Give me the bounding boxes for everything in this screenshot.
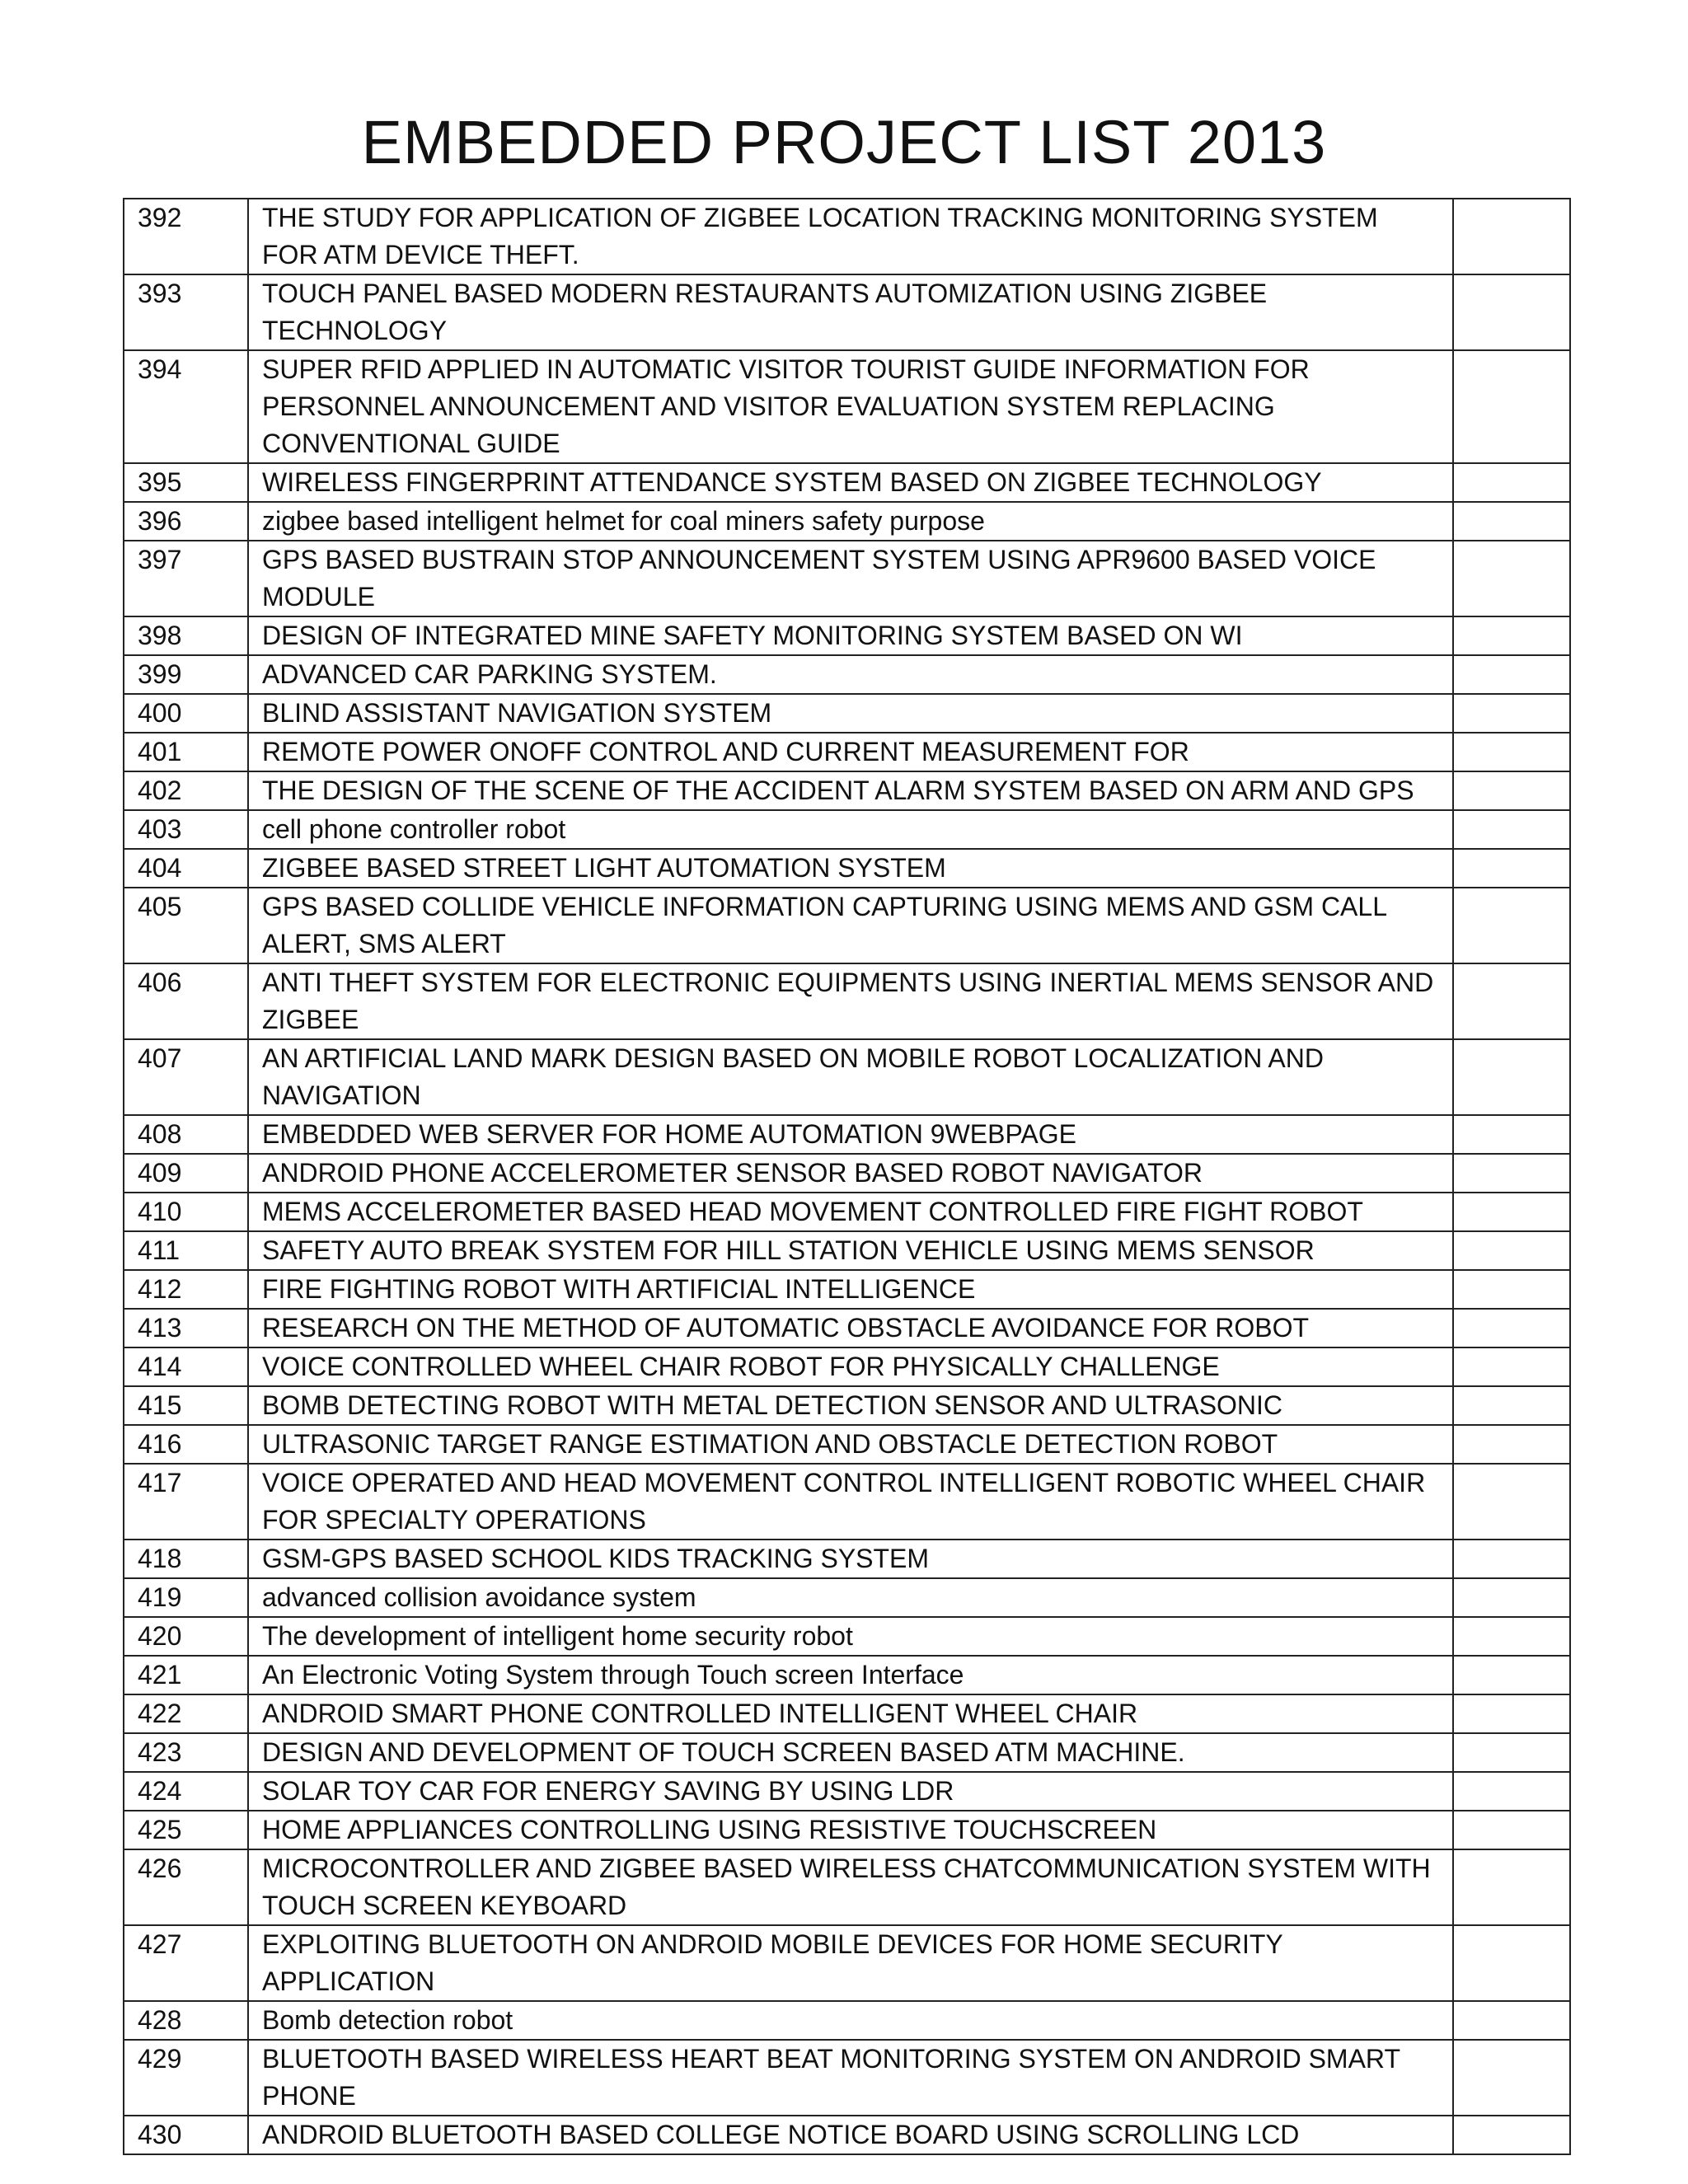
project-title-cell: GPS BASED COLLIDE VEHICLE INFORMATION CAPTURING USING MEMS AND GSM CALL ALERT, SMS ALERT [248, 888, 1453, 963]
project-title-cell: WIRELESS FINGERPRINT ATTENDANCE SYSTEM BASED ON ZIGBEE TECHNOLOGY [248, 463, 1453, 502]
project-number-cell: 399 [124, 655, 248, 694]
table-row [124, 1270, 1570, 1309]
empty-cell [1453, 463, 1570, 502]
project-number-cell: 423 [124, 1733, 248, 1772]
table-row [124, 616, 1570, 655]
project-title-cell: SUPER RFID APPLIED IN AUTOMATIC VISITOR TOURIST GUIDE INFORMATION FOR PERSONNEL ANNOUNCEMENT AND VISITOR EVALUATION SYSTEM REPLACING CONVENTIONAL GUIDE [248, 350, 1453, 463]
project-number-cell: 404 [124, 849, 248, 888]
project-title-cell: ANDROID BLUETOOTH BASED COLLEGE NOTICE BOARD USING SCROLLING LCD [248, 2116, 1453, 2154]
empty-cell [1453, 1694, 1570, 1733]
empty-cell [1453, 350, 1570, 463]
project-title-cell: ANDROID PHONE ACCELEROMETER SENSOR BASED ROBOT NAVIGATOR [248, 1154, 1453, 1193]
empty-cell [1453, 541, 1570, 616]
project-title-cell: BOMB DETECTING ROBOT WITH METAL DETECTION SENSOR AND ULTRASONIC [248, 1386, 1453, 1425]
table-row [124, 1347, 1570, 1386]
table-row [124, 1154, 1570, 1193]
empty-cell [1453, 1386, 1570, 1425]
project-number-cell: 397 [124, 541, 248, 616]
project-title-cell: SOLAR TOY CAR FOR ENERGY SAVING BY USING LDR [248, 1772, 1453, 1811]
table-row [124, 350, 1570, 463]
project-number-cell: 418 [124, 1540, 248, 1578]
project-number-cell: 424 [124, 1772, 248, 1811]
project-title-cell: ULTRASONIC TARGET RANGE ESTIMATION AND OBSTACLE DETECTION ROBOT [248, 1425, 1453, 1464]
project-title-cell: BLUETOOTH BASED WIRELESS HEART BEAT MONITORING SYSTEM ON ANDROID SMART PHONE [248, 2040, 1453, 2116]
project-title-cell: ZIGBEE BASED STREET LIGHT AUTOMATION SYSTEM [248, 849, 1453, 888]
empty-cell [1453, 1772, 1570, 1811]
project-title-cell: VOICE CONTROLLED WHEEL CHAIR ROBOT FOR PHYSICALLY CHALLENGE [248, 1347, 1453, 1386]
project-number-cell: 401 [124, 733, 248, 771]
empty-cell [1453, 1193, 1570, 1231]
empty-cell [1453, 1811, 1570, 1849]
project-number-cell: 428 [124, 2001, 248, 2040]
project-rows [124, 199, 1570, 2154]
project-title-cell: REMOTE POWER ONOFF CONTROL AND CURRENT MEASUREMENT FOR [248, 733, 1453, 771]
empty-cell [1453, 1464, 1570, 1540]
empty-cell [1453, 2001, 1570, 2040]
table-row [124, 1849, 1570, 1925]
table-row [124, 2001, 1570, 2040]
project-title-cell: An Electronic Voting System through Touch screen Interface [248, 1656, 1453, 1694]
table-row [124, 1386, 1570, 1425]
project-title-cell: VOICE OPERATED AND HEAD MOVEMENT CONTROL INTELLIGENT ROBOTIC WHEEL CHAIR FOR SPECIALTY OPERATIONS [248, 1464, 1453, 1540]
project-number-cell: 416 [124, 1425, 248, 1464]
empty-cell [1453, 1656, 1570, 1694]
project-number-cell: 427 [124, 1925, 248, 2001]
project-number-cell: 400 [124, 694, 248, 733]
project-number-cell: 408 [124, 1115, 248, 1154]
project-title-cell: cell phone controller robot [248, 810, 1453, 849]
empty-cell [1453, 1540, 1570, 1578]
project-number-cell: 422 [124, 1694, 248, 1733]
empty-cell [1453, 1617, 1570, 1656]
table-row [124, 1694, 1570, 1733]
page-title: EMBEDDED PROJECT LIST 2013 [361, 108, 1327, 176]
table-row [124, 2116, 1570, 2154]
table-row [124, 810, 1570, 849]
table-row [124, 1811, 1570, 1849]
project-number-cell: 426 [124, 1849, 248, 1925]
project-title-cell: Bomb detection robot [248, 2001, 1453, 2040]
project-number-cell: 413 [124, 1309, 248, 1347]
table-row [124, 1425, 1570, 1464]
project-title-cell: FIRE FIGHTING ROBOT WITH ARTIFICIAL INTELLIGENCE [248, 1270, 1453, 1309]
project-number-cell: 394 [124, 350, 248, 463]
empty-cell [1453, 1425, 1570, 1464]
empty-cell [1453, 1347, 1570, 1386]
table-row [124, 1925, 1570, 2001]
table-row [124, 771, 1570, 810]
project-title-cell: DESIGN OF INTEGRATED MINE SAFETY MONITORING SYSTEM BASED ON WI [248, 616, 1453, 655]
table-row [124, 1231, 1570, 1270]
table-row [124, 1617, 1570, 1656]
project-title-cell: MICROCONTROLLER AND ZIGBEE BASED WIRELESS CHATCOMMUNICATION SYSTEM WITH TOUCH SCREEN KEYBOARD [248, 1849, 1453, 1925]
table-row [124, 274, 1570, 350]
empty-cell [1453, 963, 1570, 1039]
project-title-cell: THE DESIGN OF THE SCENE OF THE ACCIDENT ALARM SYSTEM BASED ON ARM AND GPS [248, 771, 1453, 810]
project-title-cell: MEMS ACCELEROMETER BASED HEAD MOVEMENT CONTROLLED FIRE FIGHT ROBOT [248, 1193, 1453, 1231]
empty-cell [1453, 733, 1570, 771]
project-title-cell: GPS BASED BUSTRAIN STOP ANNOUNCEMENT SYSTEM USING APR9600 BASED VOICE MODULE [248, 541, 1453, 616]
table-row [124, 463, 1570, 502]
project-number-cell: 403 [124, 810, 248, 849]
empty-cell [1453, 1115, 1570, 1154]
project-number-cell: 407 [124, 1039, 248, 1115]
empty-cell [1453, 888, 1570, 963]
table-row [124, 1115, 1570, 1154]
empty-cell [1453, 655, 1570, 694]
empty-cell [1453, 502, 1570, 541]
project-title-cell: SAFETY AUTO BREAK SYSTEM FOR HILL STATION VEHICLE USING MEMS SENSOR [248, 1231, 1453, 1270]
project-number-cell: 417 [124, 1464, 248, 1540]
project-number-cell: 402 [124, 771, 248, 810]
empty-cell [1453, 1309, 1570, 1347]
project-title-cell: THE STUDY FOR APPLICATION OF ZIGBEE LOCATION TRACKING MONITORING SYSTEM FOR ATM DEVICE THEFT. [248, 199, 1453, 274]
table-row [124, 849, 1570, 888]
project-title-cell: EMBEDDED WEB SERVER FOR HOME AUTOMATION 9WEBPAGE [248, 1115, 1453, 1154]
table-row [124, 541, 1570, 616]
empty-cell [1453, 2116, 1570, 2154]
project-title-cell: ANDROID SMART PHONE CONTROLLED INTELLIGENT WHEEL CHAIR [248, 1694, 1453, 1733]
table-row [124, 2040, 1570, 2116]
project-number-cell: 409 [124, 1154, 248, 1193]
project-title-cell: GSM-GPS BASED SCHOOL KIDS TRACKING SYSTEM [248, 1540, 1453, 1578]
empty-cell [1453, 849, 1570, 888]
table-row [124, 694, 1570, 733]
project-number-cell: 406 [124, 963, 248, 1039]
empty-cell [1453, 1231, 1570, 1270]
empty-cell [1453, 1039, 1570, 1115]
table-row [124, 1656, 1570, 1694]
project-title-cell: zigbee based intelligent helmet for coal miners safety purpose [248, 502, 1453, 541]
project-number-cell: 414 [124, 1347, 248, 1386]
empty-cell [1453, 616, 1570, 655]
table-row [124, 1193, 1570, 1231]
project-number-cell: 430 [124, 2116, 248, 2154]
table-row [124, 963, 1570, 1039]
empty-cell [1453, 694, 1570, 733]
empty-cell [1453, 1733, 1570, 1772]
empty-cell [1453, 810, 1570, 849]
project-number-cell: 396 [124, 502, 248, 541]
project-title-cell: HOME APPLIANCES CONTROLLING USING RESISTIVE TOUCHSCREEN [248, 1811, 1453, 1849]
project-number-cell: 412 [124, 1270, 248, 1309]
project-number-cell: 405 [124, 888, 248, 963]
project-number-cell: 398 [124, 616, 248, 655]
empty-cell [1453, 1849, 1570, 1925]
project-title-cell: BLIND ASSISTANT NAVIGATION SYSTEM [248, 694, 1453, 733]
project-title-cell: ANTI THEFT SYSTEM FOR ELECTRONIC EQUIPMENTS USING INERTIAL MEMS SENSOR AND ZIGBEE [248, 963, 1453, 1039]
project-number-cell: 425 [124, 1811, 248, 1849]
table-row [124, 1464, 1570, 1540]
empty-cell [1453, 2040, 1570, 2116]
table-row [124, 1733, 1570, 1772]
project-table [123, 198, 1571, 2155]
project-number-cell: 421 [124, 1656, 248, 1694]
project-title-cell: AN ARTIFICIAL LAND MARK DESIGN BASED ON MOBILE ROBOT LOCALIZATION AND NAVIGATION [248, 1039, 1453, 1115]
project-number-cell: 395 [124, 463, 248, 502]
empty-cell [1453, 199, 1570, 274]
table-row [124, 1772, 1570, 1811]
project-title-cell: DESIGN AND DEVELOPMENT OF TOUCH SCREEN BASED ATM MACHINE. [248, 1733, 1453, 1772]
table-row [124, 655, 1570, 694]
empty-cell [1453, 1154, 1570, 1193]
project-title-cell: EXPLOITING BLUETOOTH ON ANDROID MOBILE DEVICES FOR HOME SECURITY APPLICATION [248, 1925, 1453, 2001]
table-row [124, 1309, 1570, 1347]
project-number-cell: 419 [124, 1578, 248, 1617]
empty-cell [1453, 1578, 1570, 1617]
project-number-cell: 410 [124, 1193, 248, 1231]
empty-cell [1453, 1925, 1570, 2001]
project-number-cell: 429 [124, 2040, 248, 2116]
project-title-cell: ADVANCED CAR PARKING SYSTEM. [248, 655, 1453, 694]
table-row [124, 502, 1570, 541]
project-number-cell: 420 [124, 1617, 248, 1656]
project-title-cell: RESEARCH ON THE METHOD OF AUTOMATIC OBSTACLE AVOIDANCE FOR ROBOT [248, 1309, 1453, 1347]
project-title-cell: TOUCH PANEL BASED MODERN RESTAURANTS AUTOMIZATION USING ZIGBEE TECHNOLOGY [248, 274, 1453, 350]
empty-cell [1453, 771, 1570, 810]
table-row [124, 1540, 1570, 1578]
project-title-cell: The development of intelligent home security robot [248, 1617, 1453, 1656]
empty-cell [1453, 1270, 1570, 1309]
project-number-cell: 415 [124, 1386, 248, 1425]
table-row [124, 888, 1570, 963]
empty-cell [1453, 274, 1570, 350]
project-number-cell: 411 [124, 1231, 248, 1270]
project-number-cell: 393 [124, 274, 248, 350]
table-row [124, 199, 1570, 274]
project-title-cell: advanced collision avoidance system [248, 1578, 1453, 1617]
table-row [124, 1578, 1570, 1617]
table-row [124, 733, 1570, 771]
table-row [124, 1039, 1570, 1115]
project-number-cell: 392 [124, 199, 248, 274]
